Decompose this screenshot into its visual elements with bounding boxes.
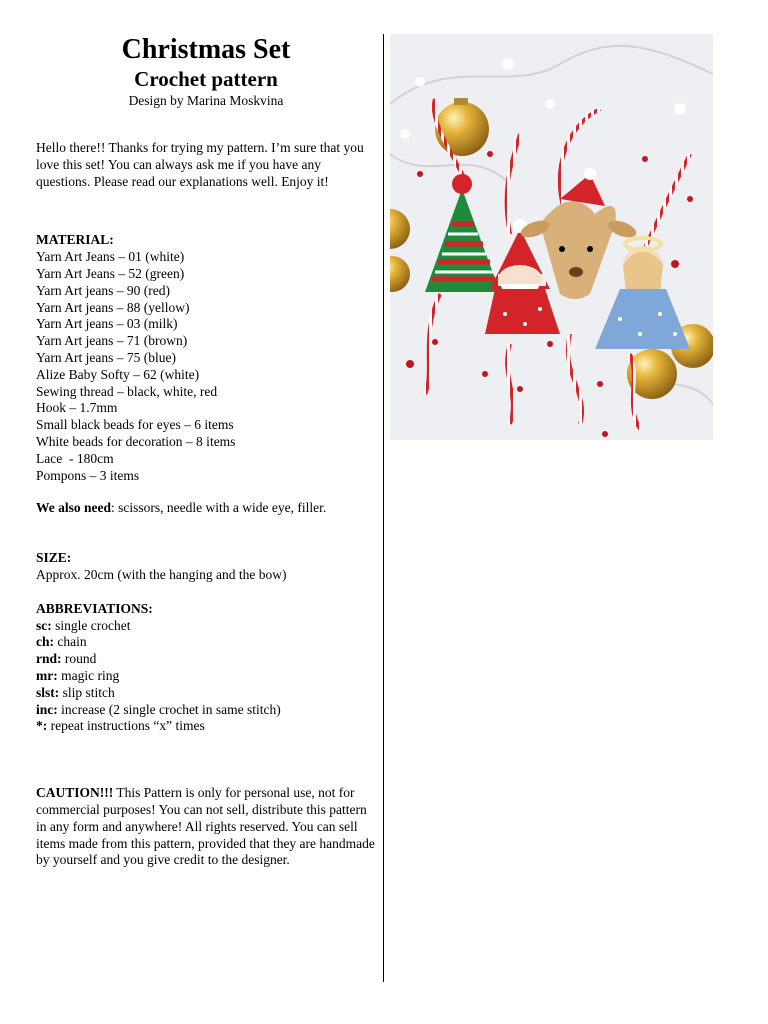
material-heading: MATERIAL: [36, 232, 114, 248]
abbreviation-item [36, 702, 376, 719]
material-item: Yarn Art jeans – 75 (blue) [36, 349, 176, 365]
material-item: Yarn Art Jeans – 52 (green) [36, 265, 185, 281]
abbreviation-term: inc: [36, 701, 58, 717]
material-item: Small black beads for eyes – 6 items [36, 417, 234, 433]
pattern-text-column [36, 34, 376, 869]
material-item: Yarn Art jeans – 90 (red) [36, 282, 170, 298]
abbreviation-item [36, 634, 376, 651]
material-list [36, 249, 376, 484]
abbreviations-heading: ABBREVIATIONS: [36, 600, 153, 616]
abbreviation-item [36, 718, 376, 735]
page-title: Christmas Set [121, 34, 291, 65]
page-subtitle: Crochet pattern [134, 67, 278, 91]
abbreviation-meaning: slip stitch [59, 684, 115, 700]
abbreviation-term: rnd: [36, 651, 62, 667]
material-item: Sewing thread – black, white, red [36, 383, 218, 399]
material-item: Yarn Art jeans – 71 (brown) [36, 333, 188, 349]
material-item: Alize Baby Softy – 62 (white) [36, 366, 200, 382]
christmas-ornaments-illustration [390, 34, 713, 440]
abbreviation-meaning: single crochet [51, 617, 131, 633]
abbreviation-meaning: round [61, 651, 97, 667]
material-item: Pompons – 3 items [36, 467, 140, 483]
abbreviation-item [36, 618, 376, 635]
material-item: Lace - 180cm [36, 450, 114, 466]
abbreviation-meaning: repeat instructions “x” times [47, 718, 205, 734]
column-divider [383, 34, 384, 982]
abbreviation-meaning: chain [54, 634, 87, 650]
abbreviation-term: slst: [36, 684, 60, 700]
abbreviation-term: sc: [36, 617, 52, 633]
abbreviation-item [36, 651, 376, 668]
gold-ornament [435, 102, 489, 156]
abbreviation-term: mr: [36, 667, 58, 683]
caution-label: CAUTION!!! [36, 785, 114, 801]
material-item: Hook – 1.7mm [36, 400, 118, 416]
material-item: Yarn Art jeans – 03 (milk) [36, 316, 178, 332]
caution-paragraph [36, 785, 376, 869]
abbreviation-meaning: increase (2 single crochet in same stitch) [57, 701, 281, 717]
abbreviations-list [36, 618, 376, 736]
abbreviation-item [36, 668, 376, 685]
size-heading: SIZE: [36, 550, 72, 566]
caution-text: This Pattern is only for personal use, not for commercial purposes! You can not sell, distribute this pattern in any form and anywhere! All rights reserved. You can sell items made from this pattern, provided that they are handmade by yourself and you give credit to the designer. [36, 785, 375, 868]
also-need-line [36, 500, 376, 517]
material-item: Yarn Art jeans – 88 (yellow) [36, 299, 190, 315]
abbreviation-term: ch: [36, 634, 54, 650]
abbreviation-term: *: [36, 718, 48, 734]
also-need-label: We also need [36, 500, 112, 516]
material-item: White beads for decoration – 8 items [36, 433, 236, 449]
size-text: Approx. 20cm (with the hanging and the bow) [36, 566, 287, 582]
product-photo [390, 34, 713, 440]
abbreviation-item [36, 685, 376, 702]
material-item: Yarn Art Jeans – 01 (white) [36, 249, 185, 265]
intro-paragraph: Hello there!! Thanks for trying my pattern. I’m sure that you love this set! You can always ask me if you have any questions. Please read our explanations well. Enjoy it! [36, 140, 364, 189]
abbreviation-meaning: magic ring [57, 667, 120, 683]
designer-byline: Design by Marina Moskvina [128, 93, 284, 108]
also-need-text: : scissors, needle with a wide eye, filler. [111, 500, 327, 516]
